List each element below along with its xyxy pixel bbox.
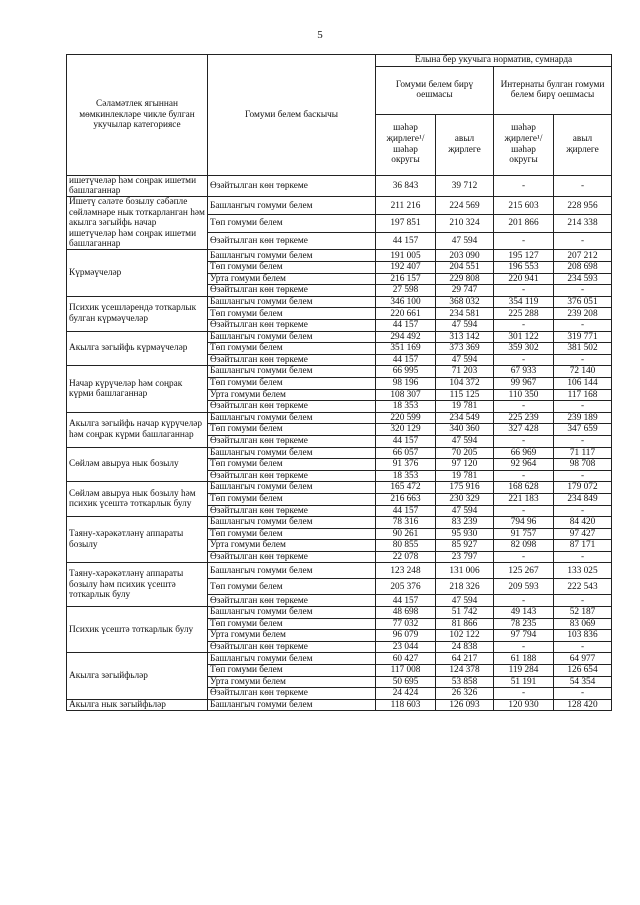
boarding-urban-cell: 120 930 <box>494 699 554 711</box>
header-boarding-rural: авыл җирлеге <box>554 114 612 175</box>
boarding-rural-cell: - <box>554 551 612 563</box>
general-urban-cell: 346 100 <box>376 296 436 308</box>
general-rural-cell: 97 120 <box>436 459 494 471</box>
general-urban-cell: 118 603 <box>376 699 436 711</box>
education-level-cell: Урта гомуми белем <box>208 273 376 285</box>
boarding-urban-cell: 220 941 <box>494 273 554 285</box>
table-row <box>67 412 612 424</box>
general-rural-cell: 95 930 <box>436 528 494 540</box>
general-rural-cell: 131 006 <box>436 563 494 579</box>
boarding-rural-cell: 64 977 <box>554 653 612 665</box>
boarding-urban-cell: 92 964 <box>494 459 554 471</box>
general-rural-cell: 47 594 <box>436 320 494 332</box>
boarding-rural-cell: 71 117 <box>554 447 612 459</box>
general-rural-cell: 115 125 <box>436 389 494 401</box>
general-rural-cell: 29 747 <box>436 285 494 297</box>
general-rural-cell: 83 239 <box>436 517 494 529</box>
general-rural-cell: 373 369 <box>436 343 494 355</box>
general-rural-cell: 175 916 <box>436 482 494 494</box>
boarding-urban-cell: - <box>494 505 554 517</box>
boarding-rural-cell: - <box>554 641 612 653</box>
general-rural-cell: 234 549 <box>436 412 494 424</box>
boarding-rural-cell: - <box>554 285 612 297</box>
boarding-urban-cell: - <box>494 401 554 413</box>
boarding-rural-cell: 239 208 <box>554 308 612 320</box>
general-urban-cell: 44 157 <box>376 354 436 366</box>
general-urban-cell: 96 079 <box>376 630 436 642</box>
boarding-rural-cell: - <box>554 354 612 366</box>
general-rural-cell: 81 866 <box>436 618 494 630</box>
boarding-urban-cell: - <box>494 435 554 447</box>
general-urban-cell: 24 424 <box>376 688 436 700</box>
boarding-urban-cell: - <box>494 470 554 482</box>
general-urban-cell: 80 855 <box>376 540 436 552</box>
boarding-urban-cell: 119 284 <box>494 665 554 677</box>
boarding-urban-cell: 61 188 <box>494 653 554 665</box>
general-urban-cell: 66 995 <box>376 366 436 378</box>
general-rural-cell: 204 551 <box>436 262 494 274</box>
education-level-cell: Башлангыч гомуми белем <box>208 331 376 343</box>
general-urban-cell: 18 353 <box>376 470 436 482</box>
general-rural-cell: 218 326 <box>436 579 494 595</box>
boarding-rural-cell: 381 502 <box>554 343 612 355</box>
education-level-cell: Башлангыч гомуми белем <box>208 250 376 262</box>
boarding-urban-cell: - <box>494 285 554 297</box>
boarding-rural-cell: - <box>554 435 612 447</box>
boarding-rural-cell: - <box>554 505 612 517</box>
table-row <box>67 563 612 579</box>
education-level-cell: Төп гомуми белем <box>208 665 376 677</box>
education-level-cell: Төп гомуми белем <box>208 262 376 274</box>
boarding-rural-cell: 214 338 <box>554 215 612 233</box>
education-level-cell: Өзәйтылган көн төркеме <box>208 232 376 250</box>
general-urban-cell: 220 661 <box>376 308 436 320</box>
boarding-urban-cell: - <box>494 641 554 653</box>
general-urban-cell: 66 057 <box>376 447 436 459</box>
general-rural-cell: 126 093 <box>436 699 494 711</box>
general-rural-cell: 19 781 <box>436 401 494 413</box>
education-level-cell: Башлангыч гомуми белем <box>208 366 376 378</box>
boarding-rural-cell: 84 420 <box>554 517 612 529</box>
general-urban-cell: 78 316 <box>376 517 436 529</box>
education-level-cell: Төп гомуми белем <box>208 579 376 595</box>
table-row <box>67 296 612 308</box>
general-urban-cell: 123 248 <box>376 563 436 579</box>
boarding-urban-cell: 125 267 <box>494 563 554 579</box>
education-level-cell: Урта гомуми белем <box>208 676 376 688</box>
general-rural-cell: 51 742 <box>436 607 494 619</box>
education-level-cell: Төп гомуми белем <box>208 618 376 630</box>
general-urban-cell: 18 353 <box>376 401 436 413</box>
boarding-rural-cell: 97 427 <box>554 528 612 540</box>
boarding-rural-cell: - <box>554 401 612 413</box>
page-number: 5 <box>317 29 323 41</box>
general-rural-cell: 64 217 <box>436 653 494 665</box>
general-urban-cell: 44 157 <box>376 232 436 250</box>
table-row <box>67 482 612 494</box>
category-cell: Күрмәүчеләр <box>67 250 208 296</box>
boarding-urban-cell: 301 122 <box>494 331 554 343</box>
education-level-cell: Өзәйтылган көн төркеме <box>208 401 376 413</box>
boarding-rural-cell: - <box>554 175 612 197</box>
boarding-urban-cell: 225 239 <box>494 412 554 424</box>
general-rural-cell: 47 594 <box>436 354 494 366</box>
category-cell: Акылга зәгыйфьләр <box>67 653 208 699</box>
category-cell: Акылга зәгыйфь начар күрүчеләр һәм соңрак күрми башлаганнар <box>67 412 208 447</box>
education-level-cell: Өзәйтылган көн төркеме <box>208 595 376 607</box>
boarding-urban-cell: 215 603 <box>494 197 554 215</box>
education-level-cell: Башлангыч гомуми белем <box>208 563 376 579</box>
education-level-cell: Урта гомуми белем <box>208 630 376 642</box>
general-rural-cell: 47 594 <box>436 595 494 607</box>
general-urban-cell: 91 376 <box>376 459 436 471</box>
education-level-cell: Башлангыч гомуми белем <box>208 197 376 215</box>
general-urban-cell: 191 005 <box>376 250 436 262</box>
category-cell: Акылга нык зәгыйфьләр <box>67 699 208 711</box>
education-level-cell: Башлангыч гомуми белем <box>208 653 376 665</box>
general-urban-cell: 48 698 <box>376 607 436 619</box>
header-boarding-urban: шәһәр җирлеге¹/ шәһәр округы <box>494 114 554 175</box>
general-rural-cell: 24 838 <box>436 641 494 653</box>
table-row <box>67 175 612 197</box>
education-level-cell: Төп гомуми белем <box>208 528 376 540</box>
boarding-rural-cell: 52 187 <box>554 607 612 619</box>
boarding-urban-cell: 99 967 <box>494 377 554 389</box>
education-level-cell: Төп гомуми белем <box>208 459 376 471</box>
general-urban-cell: 90 261 <box>376 528 436 540</box>
boarding-rural-cell: 222 543 <box>554 579 612 595</box>
boarding-urban-cell: 201 866 <box>494 215 554 233</box>
boarding-rural-cell: 239 189 <box>554 412 612 424</box>
table-row <box>67 366 612 378</box>
boarding-urban-cell: - <box>494 354 554 366</box>
boarding-urban-cell: - <box>494 175 554 197</box>
table-row <box>67 699 612 711</box>
general-rural-cell: 71 203 <box>436 366 494 378</box>
boarding-urban-cell: - <box>494 688 554 700</box>
header-normative: Елына бер укучыга норматив, сумнарда <box>376 55 612 67</box>
education-level-cell: Өзәйтылган көн төркеме <box>208 551 376 563</box>
education-level-cell: Өзәйтылган көн төркеме <box>208 285 376 297</box>
boarding-urban-cell: 354 119 <box>494 296 554 308</box>
general-rural-cell: 229 808 <box>436 273 494 285</box>
boarding-urban-cell: - <box>494 320 554 332</box>
general-urban-cell: 165 472 <box>376 482 436 494</box>
general-rural-cell: 104 372 <box>436 377 494 389</box>
boarding-urban-cell: 209 593 <box>494 579 554 595</box>
boarding-urban-cell: 221 183 <box>494 493 554 505</box>
education-level-cell: Өзәйтылган көн төркеме <box>208 470 376 482</box>
boarding-urban-cell: 168 628 <box>494 482 554 494</box>
general-rural-cell: 39 712 <box>436 175 494 197</box>
general-urban-cell: 36 843 <box>376 175 436 197</box>
general-urban-cell: 44 157 <box>376 320 436 332</box>
category-cell: Акылга зәгыйфь күрмәүчеләр <box>67 331 208 366</box>
boarding-rural-cell: - <box>554 595 612 607</box>
header-general-urban: шәһәр җирлеге¹/ шәһәр округы <box>376 114 436 175</box>
boarding-rural-cell: 179 072 <box>554 482 612 494</box>
general-rural-cell: 124 378 <box>436 665 494 677</box>
education-level-cell: Төп гомуми белем <box>208 493 376 505</box>
boarding-urban-cell: 51 191 <box>494 676 554 688</box>
general-rural-cell: 234 581 <box>436 308 494 320</box>
general-urban-cell: 44 157 <box>376 435 436 447</box>
boarding-urban-cell: 66 969 <box>494 447 554 459</box>
general-rural-cell: 47 594 <box>436 232 494 250</box>
category-cell: Сөйләм авыруа нык бозылу <box>67 447 208 482</box>
boarding-urban-cell: 794 96 <box>494 517 554 529</box>
general-rural-cell: 53 858 <box>436 676 494 688</box>
boarding-urban-cell: 49 143 <box>494 607 554 619</box>
boarding-rural-cell: 347 659 <box>554 424 612 436</box>
general-urban-cell: 44 157 <box>376 595 436 607</box>
education-level-cell: Башлангыч гомуми белем <box>208 412 376 424</box>
education-level-cell: Өзәйтылган көн төркеме <box>208 320 376 332</box>
general-urban-cell: 27 598 <box>376 285 436 297</box>
general-rural-cell: 340 360 <box>436 424 494 436</box>
boarding-rural-cell: 133 025 <box>554 563 612 579</box>
boarding-urban-cell: 359 302 <box>494 343 554 355</box>
general-rural-cell: 47 594 <box>436 505 494 517</box>
boarding-rural-cell: 319 771 <box>554 331 612 343</box>
general-rural-cell: 210 324 <box>436 215 494 233</box>
boarding-rural-cell: 128 420 <box>554 699 612 711</box>
category-cell: Таяну-хәрәкәтләнү аппараты бозылу <box>67 517 208 563</box>
general-urban-cell: 294 492 <box>376 331 436 343</box>
education-level-cell: Башлангыч гомуми белем <box>208 447 376 459</box>
boarding-urban-cell: - <box>494 595 554 607</box>
boarding-rural-cell: 98 708 <box>554 459 612 471</box>
boarding-urban-cell: 97 794 <box>494 630 554 642</box>
boarding-rural-cell: - <box>554 232 612 250</box>
education-level-cell: Өзәйтылган көн төркеме <box>208 435 376 447</box>
general-rural-cell: 313 142 <box>436 331 494 343</box>
table-row <box>67 197 612 215</box>
education-level-cell: Төп гомуми белем <box>208 424 376 436</box>
general-urban-cell: 44 157 <box>376 505 436 517</box>
education-level-cell: Өзәйтылган көн төркеме <box>208 688 376 700</box>
general-rural-cell: 230 329 <box>436 493 494 505</box>
boarding-rural-cell: 126 654 <box>554 665 612 677</box>
header-boarding-organization: Интернаты булган гомуми белем бирү оешмасы <box>494 66 612 114</box>
boarding-rural-cell: 208 698 <box>554 262 612 274</box>
boarding-rural-cell: 207 212 <box>554 250 612 262</box>
education-level-cell: Өзәйтылган көн төркеме <box>208 354 376 366</box>
boarding-urban-cell: 225 288 <box>494 308 554 320</box>
boarding-rural-cell: 376 051 <box>554 296 612 308</box>
education-level-cell: Урта гомуми белем <box>208 540 376 552</box>
general-urban-cell: 98 196 <box>376 377 436 389</box>
education-level-cell: Төп гомуми белем <box>208 343 376 355</box>
general-urban-cell: 220 599 <box>376 412 436 424</box>
boarding-rural-cell: - <box>554 688 612 700</box>
general-rural-cell: 102 122 <box>436 630 494 642</box>
boarding-urban-cell: - <box>494 551 554 563</box>
general-urban-cell: 216 157 <box>376 273 436 285</box>
general-urban-cell: 22 078 <box>376 551 436 563</box>
header-category: Сәламәтлек ягыннан мөмкинлекләре чикле булган укучылар категориясе <box>67 55 208 176</box>
table-header <box>67 55 612 176</box>
table-row <box>67 653 612 665</box>
general-rural-cell: 70 205 <box>436 447 494 459</box>
boarding-rural-cell: - <box>554 470 612 482</box>
general-urban-cell: 205 376 <box>376 579 436 595</box>
general-rural-cell: 26 326 <box>436 688 494 700</box>
general-rural-cell: 224 569 <box>436 197 494 215</box>
education-level-cell: Башлангыч гомуми белем <box>208 482 376 494</box>
table-row <box>67 447 612 459</box>
general-rural-cell: 47 594 <box>436 435 494 447</box>
boarding-rural-cell: 87 171 <box>554 540 612 552</box>
boarding-rural-cell: - <box>554 320 612 332</box>
general-urban-cell: 117 008 <box>376 665 436 677</box>
boarding-urban-cell: 327 428 <box>494 424 554 436</box>
general-urban-cell: 197 851 <box>376 215 436 233</box>
general-urban-cell: 77 032 <box>376 618 436 630</box>
header-general-organization: Гомуми белем бирү оешмасы <box>376 66 494 114</box>
boarding-urban-cell: 67 933 <box>494 366 554 378</box>
education-level-cell: Башлангыч гомуми белем <box>208 517 376 529</box>
education-level-cell: Өзәйтылган көн төркеме <box>208 175 376 197</box>
category-cell: Начар күрүчеләр һәм соңрак күрми башлаганнар <box>67 366 208 412</box>
boarding-rural-cell: 103 836 <box>554 630 612 642</box>
education-level-cell: Төп гомуми белем <box>208 308 376 320</box>
boarding-rural-cell: 83 069 <box>554 618 612 630</box>
general-urban-cell: 351 169 <box>376 343 436 355</box>
category-cell: ишетүчеләр һәм соңрак ишетми башлаганнар <box>67 175 208 197</box>
boarding-rural-cell: 72 140 <box>554 366 612 378</box>
category-cell: Сөйләм авыруа нык бозылу һәм психик үсештә тоткарлык булу <box>67 482 208 517</box>
education-level-cell: Башлангыч гомуми белем <box>208 607 376 619</box>
boarding-rural-cell: 106 144 <box>554 377 612 389</box>
boarding-urban-cell: 195 127 <box>494 250 554 262</box>
boarding-rural-cell: 234 593 <box>554 273 612 285</box>
education-level-cell: Өзәйтылган көн төркеме <box>208 505 376 517</box>
general-rural-cell: 368 032 <box>436 296 494 308</box>
general-urban-cell: 216 663 <box>376 493 436 505</box>
general-urban-cell: 320 129 <box>376 424 436 436</box>
education-level-cell: Өзәйтылган көн төркеме <box>208 641 376 653</box>
general-urban-cell: 192 407 <box>376 262 436 274</box>
boarding-rural-cell: 117 168 <box>554 389 612 401</box>
general-urban-cell: 211 216 <box>376 197 436 215</box>
normative-table <box>66 54 612 711</box>
category-cell: Психик үсешләрендә тоткарлык булган күрмәүчеләр <box>67 296 208 331</box>
table-row <box>67 250 612 262</box>
education-level-cell: Урта гомуми белем <box>208 389 376 401</box>
boarding-urban-cell: 91 757 <box>494 528 554 540</box>
boarding-rural-cell: 234 849 <box>554 493 612 505</box>
header-general-rural: авыл җирлеге <box>436 114 494 175</box>
category-cell: Психик үсештә тоткарлык булу <box>67 607 208 653</box>
education-level-cell: Төп гомуми белем <box>208 215 376 233</box>
education-level-cell: Башлангыч гомуми белем <box>208 296 376 308</box>
category-cell: Ишетү сәләте бозылу сәбәпле сөйләмнәре нык тоткарланган һәм акылга зәгыйфь начар ишетүчеләр һәм соңрак ишетми башлаганнар <box>67 197 208 250</box>
boarding-urban-cell: 82 098 <box>494 540 554 552</box>
education-level-cell: Төп гомуми белем <box>208 377 376 389</box>
header-education-level: Гомуми белем баскычы <box>208 55 376 176</box>
table-row <box>67 517 612 529</box>
general-rural-cell: 85 927 <box>436 540 494 552</box>
general-urban-cell: 60 427 <box>376 653 436 665</box>
education-level-cell: Башлангыч гомуми белем <box>208 699 376 711</box>
boarding-urban-cell: 78 235 <box>494 618 554 630</box>
boarding-rural-cell: 54 354 <box>554 676 612 688</box>
general-rural-cell: 23 797 <box>436 551 494 563</box>
boarding-urban-cell: 196 553 <box>494 262 554 274</box>
table-row <box>67 607 612 619</box>
category-cell: Таяну-хәрәкәтләнү аппараты бозылу һәм психик үсештә тоткарлык булу <box>67 563 208 607</box>
general-urban-cell: 50 695 <box>376 676 436 688</box>
boarding-urban-cell: - <box>494 232 554 250</box>
table-body <box>67 175 612 711</box>
general-rural-cell: 19 781 <box>436 470 494 482</box>
boarding-rural-cell: 228 956 <box>554 197 612 215</box>
boarding-urban-cell: 110 350 <box>494 389 554 401</box>
table-row <box>67 331 612 343</box>
general-rural-cell: 203 090 <box>436 250 494 262</box>
general-urban-cell: 23 044 <box>376 641 436 653</box>
general-urban-cell: 108 307 <box>376 389 436 401</box>
